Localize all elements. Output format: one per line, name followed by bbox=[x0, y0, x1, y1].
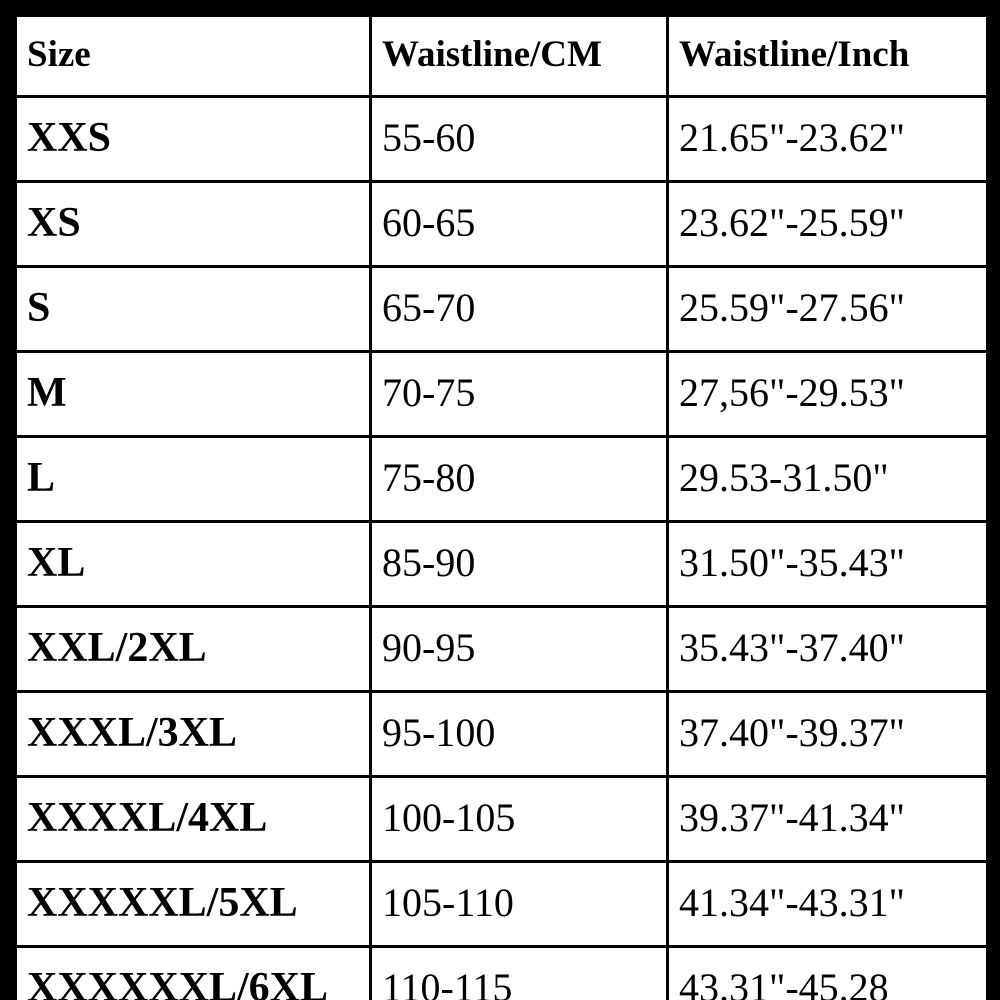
cell-waistline-cm: 95-100 bbox=[371, 692, 668, 777]
table-header bbox=[16, 16, 987, 97]
cell-waistline-cm: 100-105 bbox=[371, 777, 668, 862]
cell-size: XS bbox=[16, 182, 371, 267]
table-row bbox=[16, 352, 987, 437]
cell-waistline-cm: 90-95 bbox=[371, 607, 668, 692]
cell-size: XXXXL/4XL bbox=[16, 777, 371, 862]
cell-waistline-inch: 43.31"-45.28 bbox=[668, 947, 987, 1000]
cell-waistline-inch: 29.53-31.50" bbox=[668, 437, 987, 522]
cell-size: XXXXXL/5XL bbox=[16, 862, 371, 947]
table-row bbox=[16, 607, 987, 692]
cell-waistline-cm: 60-65 bbox=[371, 182, 668, 267]
table-row bbox=[16, 437, 987, 522]
cell-waistline-inch: 31.50"-35.43" bbox=[668, 522, 987, 607]
table-row bbox=[16, 692, 987, 777]
table-body bbox=[16, 97, 987, 1000]
cell-size: L bbox=[16, 437, 371, 522]
table-row bbox=[16, 522, 987, 607]
cell-size: XXL/2XL bbox=[16, 607, 371, 692]
header-row bbox=[16, 16, 987, 97]
cell-waistline-cm: 55-60 bbox=[371, 97, 668, 182]
cell-waistline-cm: 105-110 bbox=[371, 862, 668, 947]
cell-waistline-inch: 39.37"-41.34" bbox=[668, 777, 987, 862]
table-row bbox=[16, 947, 987, 1000]
column-header-waistline-cm: Waistline/CM bbox=[371, 16, 668, 97]
cell-waistline-inch: 35.43"-37.40" bbox=[668, 607, 987, 692]
size-chart-table bbox=[14, 14, 986, 1000]
table-row bbox=[16, 97, 987, 182]
cell-waistline-cm: 85-90 bbox=[371, 522, 668, 607]
table-row bbox=[16, 777, 987, 862]
cell-waistline-inch: 41.34"-43.31" bbox=[668, 862, 987, 947]
cell-waistline-cm: 110-115 bbox=[371, 947, 668, 1000]
table-row bbox=[16, 267, 987, 352]
cell-waistline-cm: 75-80 bbox=[371, 437, 668, 522]
cell-size: XXS bbox=[16, 97, 371, 182]
cell-waistline-inch: 25.59"-27.56" bbox=[668, 267, 987, 352]
cell-size: XXXXXXL/6XL bbox=[16, 947, 371, 1000]
cell-waistline-inch: 27,56"-29.53" bbox=[668, 352, 987, 437]
cell-waistline-inch: 21.65"-23.62" bbox=[668, 97, 987, 182]
column-header-size: Size bbox=[16, 16, 371, 97]
cell-size: XL bbox=[16, 522, 371, 607]
cell-waistline-inch: 23.62"-25.59" bbox=[668, 182, 987, 267]
cell-waistline-cm: 70-75 bbox=[371, 352, 668, 437]
size-chart-container bbox=[14, 14, 986, 1000]
cell-size: XXXL/3XL bbox=[16, 692, 371, 777]
cell-waistline-inch: 37.40"-39.37" bbox=[668, 692, 987, 777]
cell-size: M bbox=[16, 352, 371, 437]
cell-waistline-cm: 65-70 bbox=[371, 267, 668, 352]
column-header-waistline-inch: Waistline/Inch bbox=[668, 16, 987, 97]
cell-size: S bbox=[16, 267, 371, 352]
table-row bbox=[16, 182, 987, 267]
table-row bbox=[16, 862, 987, 947]
